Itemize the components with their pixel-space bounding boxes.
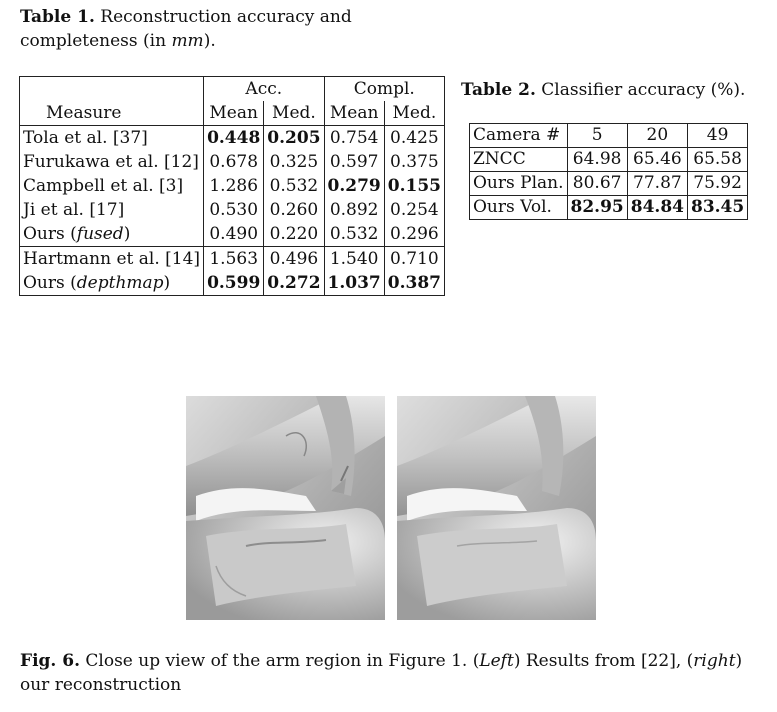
row-name-suffix: ) (123, 223, 131, 244)
header-measure: Measure (20, 77, 204, 126)
cell-value: 1.286 (204, 174, 264, 198)
cell-value: 0.260 (264, 198, 324, 222)
cell-value: 0.254 (384, 198, 444, 222)
figure-caption (20, 649, 772, 697)
row-name: Campbell et al. [3] (23, 175, 184, 196)
cell-value: 0.754 (324, 126, 384, 151)
arm-render-right (397, 396, 596, 620)
header-acc: Acc. (204, 77, 324, 102)
figure-caption-right: right (693, 651, 736, 671)
classifier-accuracy-table (469, 123, 748, 220)
header-acc-mean: Mean (204, 101, 264, 126)
header-acc-med: Med. (264, 101, 324, 126)
row-name (20, 222, 204, 247)
cell-value: 0.597 (324, 150, 384, 174)
cell-value: 0.678 (204, 150, 264, 174)
cell-value: 0.448 (204, 126, 264, 151)
figure-caption-left: Left (479, 651, 514, 671)
table2-caption-label: Table 2. (461, 80, 536, 100)
row-name-prefix: Ours ( (23, 272, 77, 293)
header-cam-49: 49 (687, 124, 747, 148)
table-row (20, 222, 445, 247)
figure-caption-label: Fig. 6. (20, 651, 80, 671)
cell-value: 0.155 (384, 174, 444, 198)
cell-value: 75.92 (687, 172, 747, 196)
table1-caption-text: Reconstruction accuracy and completeness (in (20, 7, 352, 51)
cell-value: 0.425 (384, 126, 444, 151)
header-camera: Camera # (470, 124, 568, 148)
table1-caption-label: Table 1. (20, 7, 95, 27)
cell-value: 64.98 (567, 148, 627, 172)
row-name-italic: depthmap (76, 272, 164, 293)
row-name (20, 271, 204, 296)
table-row (470, 172, 748, 196)
table-row (20, 247, 445, 272)
cell-value: 77.87 (627, 172, 687, 196)
row-name: Ours Vol. (470, 196, 568, 220)
figure-caption-text-1: Close up view of the arm region in Figure 1. ( (85, 651, 480, 671)
header-cam-5: 5 (567, 124, 627, 148)
table-row (20, 174, 445, 198)
table-row (20, 271, 445, 296)
cell-value: 0.296 (384, 222, 444, 247)
cell-value: 65.58 (687, 148, 747, 172)
table2-caption (461, 78, 771, 102)
row-name-suffix: ) (163, 272, 171, 293)
header-compl: Compl. (324, 77, 444, 102)
row-name-italic: fused (76, 223, 124, 244)
cell-value: 0.496 (264, 247, 324, 272)
cell-value: 1.540 (324, 247, 384, 272)
cell-value: 0.387 (384, 271, 444, 296)
header-compl-mean: Mean (324, 101, 384, 126)
cell-value: 84.84 (627, 196, 687, 220)
table-row (20, 198, 445, 222)
cell-value: 0.490 (204, 222, 264, 247)
row-name: Ji et al. [17] (23, 199, 125, 220)
figure-caption-text-2: ) Results from [22], ( (513, 651, 694, 671)
row-name: Ours Plan. (470, 172, 568, 196)
table1-caption-end: ). (203, 31, 216, 51)
cell-value: 65.46 (627, 148, 687, 172)
row-name: Furukawa et al. [12] (23, 151, 199, 172)
figure-left-reconstruction (186, 396, 385, 620)
cell-value: 0.205 (264, 126, 324, 151)
cell-value: 0.532 (324, 222, 384, 247)
cell-value: 0.599 (204, 271, 264, 296)
cell-value: 0.279 (324, 174, 384, 198)
header-compl-med: Med. (384, 101, 444, 126)
cell-value: 0.375 (384, 150, 444, 174)
table1-caption (20, 5, 440, 53)
arm-render-left (186, 396, 385, 620)
figure-caption-text-3: ) our reconstruction (20, 651, 743, 695)
cell-value: 0.325 (264, 150, 324, 174)
cell-value: 82.95 (567, 196, 627, 220)
table2-caption-text: Classifier accuracy (%). (541, 80, 746, 100)
table-row (20, 150, 445, 174)
cell-value: 0.220 (264, 222, 324, 247)
cell-value: 0.272 (264, 271, 324, 296)
cell-value: 0.710 (384, 247, 444, 272)
row-name-prefix: Ours ( (23, 223, 77, 244)
cell-value: 1.037 (324, 271, 384, 296)
row-name: Hartmann et al. [14] (20, 247, 204, 272)
table1-caption-unit: mm (171, 31, 204, 51)
row-name: ZNCC (470, 148, 568, 172)
cell-value: 0.530 (204, 198, 264, 222)
table-row (470, 148, 748, 172)
cell-value: 80.67 (567, 172, 627, 196)
row-name: Tola et al. [37] (23, 127, 148, 148)
table-row (20, 126, 445, 151)
header-cam-20: 20 (627, 124, 687, 148)
reconstruction-accuracy-table (19, 76, 445, 296)
cell-value: 0.892 (324, 198, 384, 222)
cell-value: 0.532 (264, 174, 324, 198)
cell-value: 83.45 (687, 196, 747, 220)
cell-value: 1.563 (204, 247, 264, 272)
figure-right-reconstruction (397, 396, 596, 620)
table-row (470, 196, 748, 220)
